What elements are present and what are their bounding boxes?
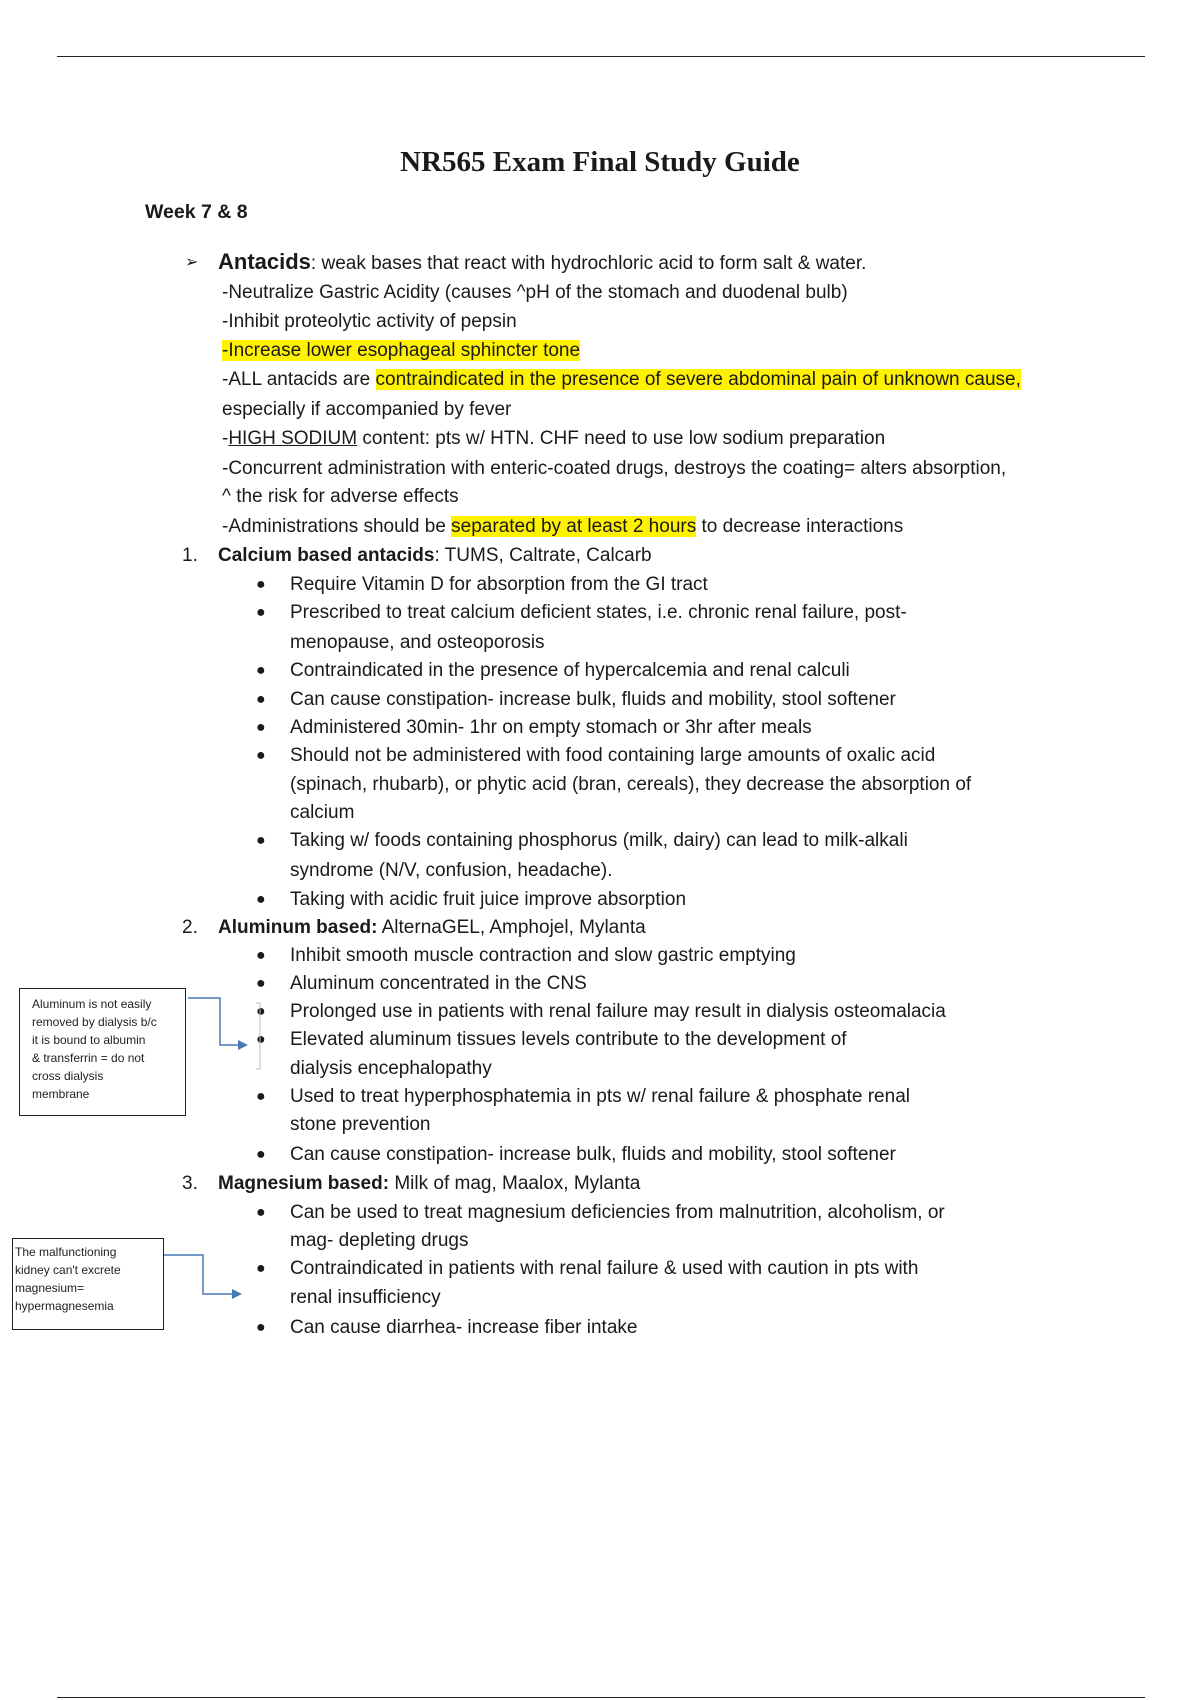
text: Milk of mag, Maalox, Mylanta bbox=[389, 1173, 641, 1194]
list-item: Can cause constipation- increase bulk, fluids and mobility, stool softener bbox=[290, 1144, 896, 1165]
note-line: The malfunctioning bbox=[15, 1245, 117, 1259]
list-item: (spinach, rhubarb), or phytic acid (bran, cereals), they decrease the absorption of bbox=[290, 774, 972, 795]
bullet-icon: ● bbox=[256, 1003, 266, 1020]
text: content: pts w/ HTN. CHF need to use low sodium preparation bbox=[357, 428, 886, 449]
bullet-icon: ● bbox=[256, 1204, 266, 1221]
highlight-text: separated by at least 2 hours bbox=[451, 516, 697, 537]
highlight-text: Increase lower esophageal sphincter tone bbox=[228, 340, 581, 361]
list-item: syndrome (N/V, confusion, headache). bbox=[290, 860, 613, 881]
list-number: 2. bbox=[182, 917, 198, 938]
note-line: membrane bbox=[32, 1087, 90, 1101]
list-item: Can be used to treat magnesium deficiencies from malnutrition, alcoholism, or bbox=[290, 1202, 945, 1223]
bullet-icon: ● bbox=[256, 891, 266, 908]
antacids-line: -Neutralize Gastric Acidity (causes ^pH of the stomach and duodenal bulb) bbox=[222, 282, 848, 303]
antacids-line: especially if accompanied by fever bbox=[222, 399, 512, 420]
list-item: Prescribed to treat calcium deficient states, i.e. chronic renal failure, post- bbox=[290, 602, 907, 623]
note-line: magnesium= bbox=[15, 1281, 85, 1295]
antacids-line: -Inhibit proteolytic activity of pepsin bbox=[222, 311, 517, 332]
list-item: calcium bbox=[290, 802, 355, 823]
arrow-head-icon bbox=[232, 1289, 242, 1299]
list-item: renal insufficiency bbox=[290, 1287, 441, 1308]
list-item: Inhibit smooth muscle contraction and slow gastric emptying bbox=[290, 945, 796, 966]
bullet-icon: ● bbox=[256, 1088, 266, 1105]
list-item: Require Vitamin D for absorption from the GI tract bbox=[290, 574, 708, 595]
bullet-icon: ● bbox=[256, 719, 266, 736]
list-item: dialysis encephalopathy bbox=[290, 1058, 492, 1079]
bullet-icon: ● bbox=[256, 747, 266, 764]
arrow-head-icon bbox=[238, 1040, 248, 1050]
list-item: menopause, and osteoporosis bbox=[290, 632, 545, 653]
note-line: hypermagnesemia bbox=[15, 1299, 114, 1313]
page-title: NR565 Exam Final Study Guide bbox=[400, 146, 800, 178]
antacids-line: -Concurrent administration with enteric-coated drugs, destroys the coating= alters absorption, bbox=[222, 458, 1007, 479]
bullet-icon: ● bbox=[256, 1260, 266, 1277]
text: AlternaGEL, Amphojel, Mylanta bbox=[377, 917, 646, 938]
bullet-icon: ● bbox=[256, 1031, 266, 1048]
note-line: cross dialysis bbox=[32, 1069, 104, 1083]
note-line: it is bound to albumin bbox=[32, 1033, 146, 1047]
antacids-heading: Antacids bbox=[218, 249, 311, 274]
footer-rule bbox=[57, 1697, 1145, 1698]
list-item: Contraindicated in the presence of hypercalcemia and renal calculi bbox=[290, 660, 850, 681]
bullet-icon: ● bbox=[256, 662, 266, 679]
list-item: Taking w/ foods containing phosphorus (milk, dairy) can lead to milk-alkali bbox=[290, 830, 908, 851]
list-item: Can cause diarrhea- increase fiber intake bbox=[290, 1317, 638, 1338]
list-item: Taking with acidic fruit juice improve absorption bbox=[290, 889, 687, 910]
text: -Administrations should be bbox=[222, 516, 452, 537]
list-item: Elevated aluminum tissues levels contribute to the development of bbox=[290, 1029, 847, 1050]
section-week: Week 7 & 8 bbox=[145, 201, 248, 223]
list-item: Used to treat hyperphosphatemia in pts w/ renal failure & phosphate renal bbox=[290, 1086, 910, 1107]
note-line: & transferrin = do not bbox=[32, 1051, 145, 1065]
bullet-icon: ● bbox=[256, 947, 266, 964]
bracket-line bbox=[256, 1003, 260, 1069]
bullet-icon: ● bbox=[256, 1319, 266, 1336]
connector-line bbox=[164, 1255, 234, 1294]
bullet-icon: ● bbox=[256, 691, 266, 708]
connector-line bbox=[188, 998, 242, 1045]
note-line: kidney can't excrete bbox=[15, 1263, 121, 1277]
underlined-text: HIGH SODIUM bbox=[228, 428, 358, 449]
text: : TUMS, Caltrate, Calcarb bbox=[434, 545, 652, 566]
list-item: stone prevention bbox=[290, 1114, 431, 1135]
list-item: Administered 30min- 1hr on empty stomach or 3hr after meals bbox=[290, 717, 812, 738]
connector-aluminum bbox=[188, 998, 260, 1069]
bullet-icon: ● bbox=[256, 576, 266, 593]
list-item: Prolonged use in patients with renal failure may result in dialysis osteomalacia bbox=[290, 1001, 946, 1022]
list-item: Should not be administered with food containing large amounts of oxalic acid bbox=[290, 745, 936, 766]
bullet-icon: ● bbox=[256, 604, 266, 621]
bullet-icon: ● bbox=[256, 832, 266, 849]
connector-magnesium bbox=[164, 1255, 242, 1299]
bullet-icon: ● bbox=[256, 1146, 266, 1163]
highlight-text: - bbox=[222, 340, 229, 361]
text: - bbox=[222, 428, 229, 449]
note-line: Aluminum is not easily bbox=[32, 997, 152, 1011]
list-item: Aluminum concentrated in the CNS bbox=[290, 973, 587, 994]
bullet-icon: ● bbox=[256, 975, 266, 992]
note-line: removed by dialysis b/c bbox=[32, 1015, 157, 1029]
aluminum-heading: Aluminum based: bbox=[218, 917, 378, 938]
list-number: 3. bbox=[182, 1173, 198, 1194]
text: -ALL antacids are bbox=[222, 369, 376, 390]
list-item: mag- depleting drugs bbox=[290, 1230, 469, 1251]
list-item: Can cause constipation- increase bulk, fluids and mobility, stool softener bbox=[290, 689, 896, 710]
list-number: 1. bbox=[182, 545, 198, 566]
antacids-line: ^ the risk for adverse effects bbox=[222, 486, 459, 507]
magnesium-heading: Magnesium based: bbox=[218, 1173, 390, 1194]
text: to decrease interactions bbox=[696, 516, 904, 537]
antacids-definition: : weak bases that react with hydrochloric acid to form salt & water. bbox=[310, 253, 867, 274]
highlight-text: contraindicated in the presence of severe abdominal pain of unknown cause, bbox=[375, 369, 1021, 390]
arrow-bullet-icon: ➢ bbox=[185, 254, 199, 271]
calcium-heading: Calcium based antacids bbox=[218, 545, 435, 566]
list-item: Contraindicated in patients with renal failure & used with caution in pts with bbox=[290, 1258, 919, 1279]
